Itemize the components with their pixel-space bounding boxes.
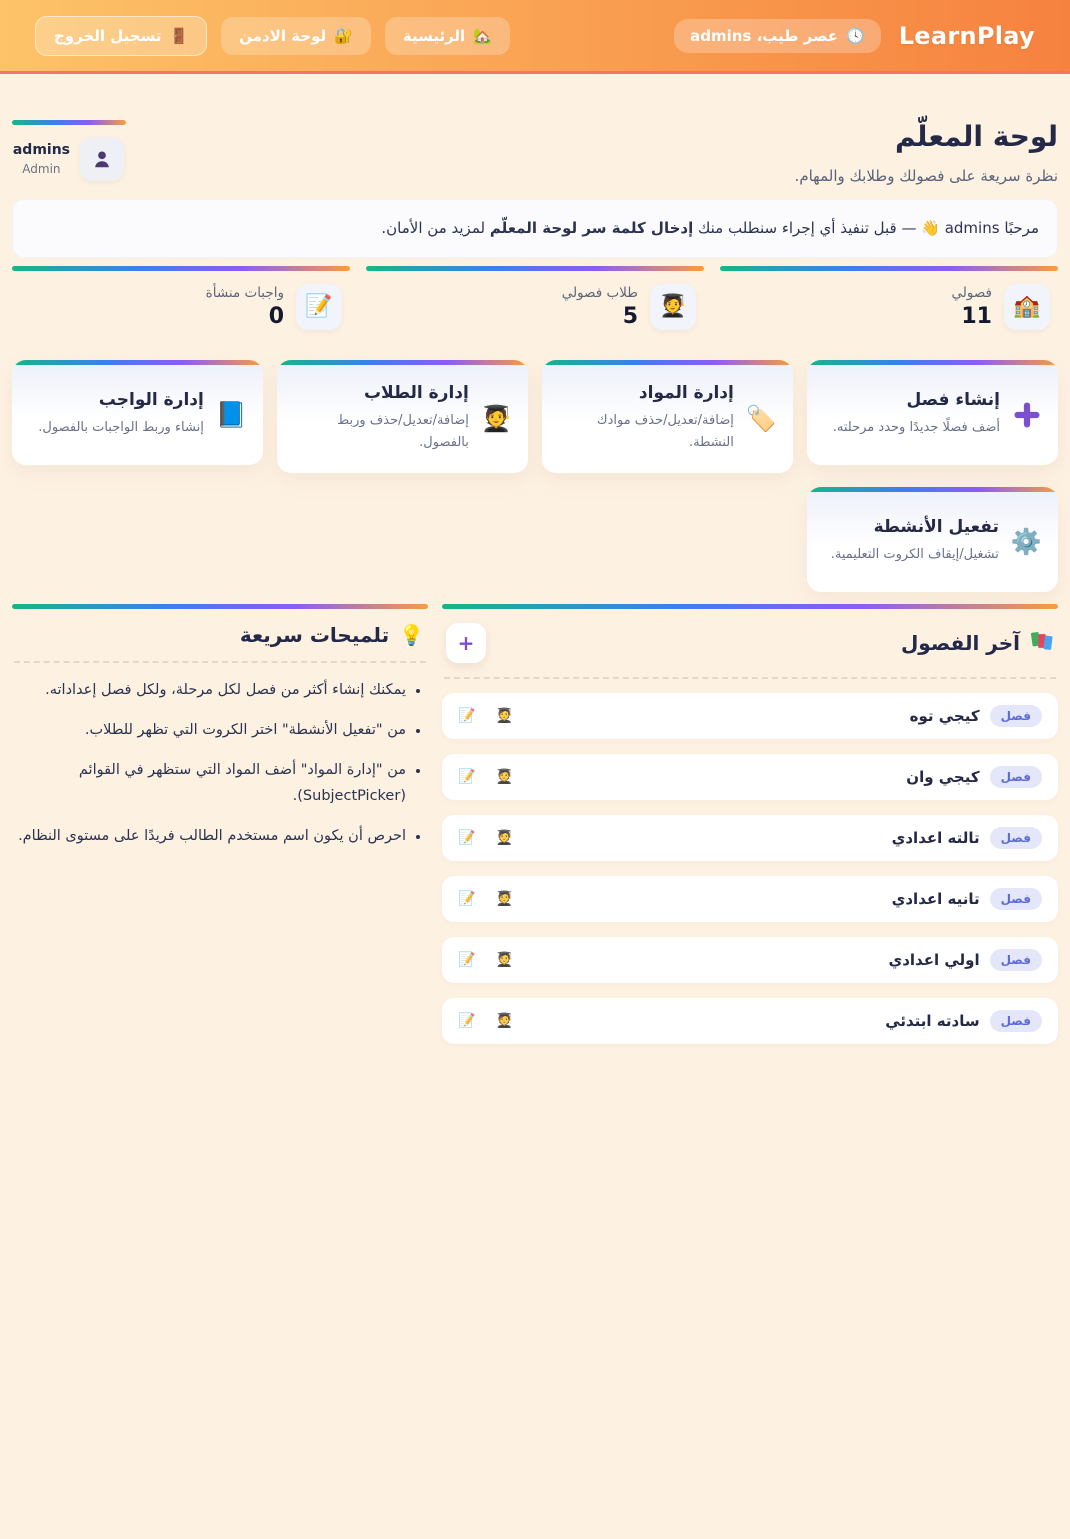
action-title: إدارة الطلاب <box>363 382 469 403</box>
action-title: تفعيل الأنشطة <box>873 517 999 538</box>
nav-admin-panel-label: لوحة الادمن <box>239 26 327 45</box>
action-manage-subjects[interactable] <box>542 360 793 474</box>
class-row[interactable] <box>442 815 1058 861</box>
class-name: تانيه اعدادي <box>891 890 980 908</box>
action-desc: إضافة/تعديل/حذف موادك النشطة. <box>596 412 734 451</box>
tag-icon: 🏷️ <box>745 403 777 433</box>
class-row[interactable] <box>442 998 1058 1044</box>
gear-icon: ⚙️ <box>1010 527 1042 556</box>
class-name: تالته اعدادي <box>891 829 980 847</box>
class-badge: فصل <box>990 888 1042 910</box>
page-subtitle: نظرة سريعة على فصولك وطلابك والمهام. <box>794 167 1058 185</box>
student-icon: 🧑‍🎓 <box>650 284 696 330</box>
school-icon: 🏫 <box>1004 284 1050 330</box>
tip-item: • احرص أن يكون اسم مستخدم الطالب فريدًا على مستوى النظام. <box>12 823 406 849</box>
action-create-class[interactable] <box>807 360 1058 465</box>
nav-home-label: الرئيسية <box>402 26 466 45</box>
door-icon: 🚪 <box>169 26 189 45</box>
greeting-chip <box>674 19 881 53</box>
clock-icon: 🕓 <box>846 26 865 45</box>
class-row[interactable] <box>442 754 1058 800</box>
notice-text-bold: إدخال كلمة سر لوحة المعلّم <box>489 219 694 237</box>
quick-actions-grid <box>12 360 1058 593</box>
stat-card-students <box>366 266 704 344</box>
stat-value: 11 <box>961 303 992 329</box>
nav-admin-panel-button[interactable] <box>221 17 371 55</box>
app-logo: LearnPlay <box>898 21 1035 50</box>
action-desc: إضافة/تعديل/حذف وربط بالفصول. <box>337 412 469 451</box>
blue-book-icon: 📘 <box>215 399 247 429</box>
assignments-icon[interactable]: 📝 <box>458 952 476 968</box>
action-title: إنشاء فصل <box>906 389 1000 410</box>
plus-icon <box>1012 400 1042 430</box>
security-notice <box>12 199 1058 258</box>
assignments-icon[interactable]: 📝 <box>458 708 476 724</box>
stat-card-assignments <box>12 266 350 344</box>
stat-label: فصولي <box>951 284 992 301</box>
profile-role: Admin <box>22 162 61 176</box>
add-class-button[interactable]: + <box>446 623 486 663</box>
class-badge: فصل <box>990 827 1042 849</box>
stat-value: 0 <box>268 303 284 329</box>
action-manage-students[interactable] <box>277 360 528 474</box>
panel-title: آخر الفصول <box>900 631 1020 655</box>
assignments-icon[interactable]: 📝 <box>458 769 476 785</box>
student-icon: 🧑‍🎓 <box>480 403 512 433</box>
class-badge: فصل <box>990 766 1042 788</box>
action-desc: تشغيل/إيقاف الكروت التعليمية. <box>830 547 999 563</box>
app-header <box>0 0 1070 74</box>
students-icon[interactable]: 🧑‍🎓 <box>495 952 513 968</box>
students-icon[interactable]: 🧑‍🎓 <box>495 1013 513 1029</box>
panel-title: تلميحات سريعة <box>239 623 390 647</box>
latest-classes-panel <box>442 604 1058 1059</box>
class-row[interactable] <box>442 876 1058 922</box>
assignments-icon[interactable]: 📝 <box>458 1013 476 1029</box>
person-icon <box>91 148 113 170</box>
dashed-divider <box>444 677 1056 679</box>
class-row[interactable] <box>442 937 1058 983</box>
profile-card <box>12 120 126 181</box>
tip-item: • من "تفعيل الأنشطة" اختر الكروت التي تظهر للطلاب. <box>12 717 406 743</box>
stats-row <box>12 266 1058 344</box>
dashed-divider <box>14 661 426 663</box>
notice-text-end: لمزيد من الأمان. <box>381 219 490 237</box>
stat-value: 5 <box>622 303 638 329</box>
action-desc: إنشاء وربط الواجبات بالفصول. <box>38 419 204 435</box>
action-title: إدارة المواد <box>638 382 734 403</box>
assignments-icon[interactable]: 📝 <box>458 891 476 907</box>
logout-label: تسجيل الخروج <box>54 26 162 45</box>
lock-icon: 🔐 <box>334 26 353 45</box>
action-title: إدارة الواجب <box>98 389 204 410</box>
memo-icon: 📝 <box>296 284 342 330</box>
class-badge: فصل <box>990 705 1042 727</box>
notice-text-start: مرحبًا admins 👋 — قبل تنفيذ أي إجراء سنطلب منك <box>693 219 1039 237</box>
greeting-text: عصر طيب، admins <box>690 26 838 45</box>
class-name: كيجي وان <box>906 768 980 786</box>
stat-card-classes <box>720 266 1058 344</box>
action-manage-assignments[interactable] <box>12 360 263 465</box>
stat-label: طلاب فصولي <box>561 284 638 301</box>
main-nav <box>35 16 510 56</box>
class-name: اولي اعدادي <box>888 951 980 969</box>
class-name: سادته ابتدئي <box>885 1012 980 1030</box>
stat-label: واجبات منشأة <box>205 284 284 301</box>
tip-item: • من "إدارة المواد" أضف المواد التي ستظهر في القوائم (SubjectPicker). <box>12 757 406 809</box>
nav-home-button[interactable] <box>385 17 510 55</box>
action-toggle-activities[interactable] <box>807 487 1058 592</box>
class-badge: فصل <box>990 949 1042 971</box>
class-list <box>442 693 1058 1044</box>
class-badge: فصل <box>990 1010 1042 1032</box>
page-title: لوحة المعلّم <box>894 120 1058 153</box>
class-row[interactable] <box>442 693 1058 739</box>
quick-tips-panel <box>12 604 428 863</box>
lightbulb-icon: 💡 <box>399 623 424 647</box>
students-icon[interactable]: 🧑‍🎓 <box>495 769 513 785</box>
tips-list <box>12 677 428 849</box>
action-desc: أضف فصلًا جديدًا وحدد مرحلته. <box>832 419 1000 435</box>
main-content <box>12 120 1058 1059</box>
students-icon[interactable]: 🧑‍🎓 <box>495 830 513 846</box>
logout-button[interactable] <box>35 16 207 56</box>
books-icon <box>1030 629 1054 658</box>
tip-item: • يمكنك إنشاء أكثر من فصل لكل مرحلة، ولكل فصل إعداداته. <box>12 677 406 703</box>
class-name: كيجي توه <box>909 707 980 725</box>
home-icon: 🏡 <box>473 26 492 45</box>
students-icon[interactable]: 🧑‍🎓 <box>495 891 513 907</box>
students-icon[interactable]: 🧑‍🎓 <box>495 708 513 724</box>
assignments-icon[interactable]: 📝 <box>458 830 476 846</box>
profile-name: admins <box>12 142 70 158</box>
avatar <box>80 137 124 181</box>
